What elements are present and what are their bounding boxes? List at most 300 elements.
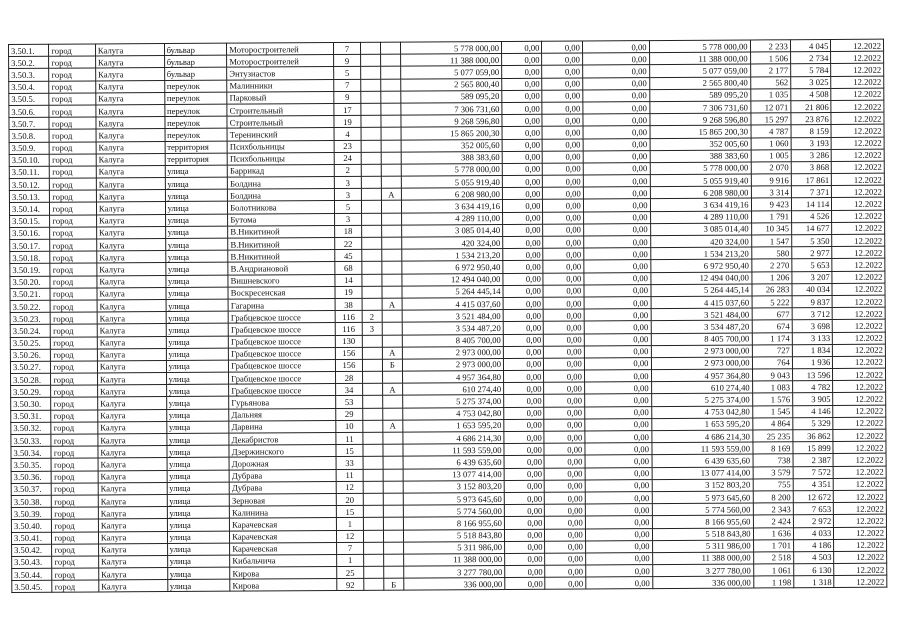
letter-cell bbox=[381, 79, 401, 91]
area-2-cell: 5 784 bbox=[791, 64, 831, 76]
letter-cell bbox=[381, 152, 401, 164]
cost-col-5-cell: 5 778 000,00 bbox=[649, 40, 750, 53]
house-number-cell: 18 bbox=[335, 225, 361, 237]
area-2-cell: 8 159 bbox=[791, 125, 831, 137]
cost-col-3-cell: 0,00 bbox=[544, 455, 584, 467]
building-cell bbox=[363, 518, 383, 530]
area-2-cell: 5 653 bbox=[792, 259, 832, 271]
item-number-cell: 3.50.4. bbox=[9, 81, 49, 93]
letter-cell bbox=[382, 371, 402, 383]
letter-cell bbox=[383, 566, 403, 578]
cost-col-5-cell: 5 077 059,00 bbox=[649, 64, 750, 77]
building-cell bbox=[360, 79, 380, 91]
cost-col-4-cell: 0,00 bbox=[582, 65, 649, 78]
building-cell bbox=[362, 408, 382, 420]
house-number-cell: 28 bbox=[336, 371, 362, 383]
cost-col-2-cell: 0,00 bbox=[502, 175, 542, 187]
settlement-type-cell: город bbox=[50, 202, 97, 214]
completion-date-cell: 12.2022 bbox=[833, 429, 886, 442]
street-name-cell: Болотникова bbox=[228, 201, 335, 214]
cost-col-5-cell: 1 653 595,20 bbox=[651, 418, 752, 431]
street-name-cell: Дорожная bbox=[229, 457, 336, 470]
settlement-type-cell: город bbox=[50, 141, 97, 153]
building-cell bbox=[361, 164, 381, 176]
cost-col-4-cell: 0,00 bbox=[585, 552, 652, 565]
building-cell bbox=[360, 42, 380, 54]
house-number-cell: 34 bbox=[336, 384, 362, 396]
settlement-type-cell: город bbox=[49, 117, 96, 129]
city-cell: Калуга bbox=[98, 519, 167, 532]
item-number-cell: 3.50.34. bbox=[11, 446, 51, 458]
cost-col-2-cell: 0,00 bbox=[503, 309, 543, 321]
completion-date-cell: 12.2022 bbox=[832, 246, 885, 259]
city-cell: Калуга bbox=[97, 275, 166, 288]
street-type-cell: улица bbox=[166, 421, 229, 434]
completion-date-cell: 12.2022 bbox=[832, 210, 885, 223]
cost-col-4-cell: 0,00 bbox=[585, 406, 652, 419]
street-name-cell: Грабцевское шоссе bbox=[229, 335, 336, 348]
street-type-cell: улица bbox=[165, 177, 228, 190]
cost-col-2-cell: 0,00 bbox=[503, 285, 543, 297]
house-number-cell: 7 bbox=[334, 79, 360, 91]
area-2-cell: 15 899 bbox=[793, 442, 833, 454]
item-number-cell: 3.50.27. bbox=[10, 361, 50, 373]
settlement-type-cell: город bbox=[52, 519, 99, 531]
item-number-cell: 3.50.23. bbox=[10, 312, 50, 324]
cost-col-2-cell: 0,00 bbox=[504, 456, 544, 468]
street-type-cell: улица bbox=[167, 543, 230, 556]
total-cost-cell: 2 973 000,00 bbox=[402, 358, 503, 371]
street-name-cell: Грабцевское шоссе bbox=[228, 311, 335, 324]
completion-date-cell: 12.2022 bbox=[833, 393, 886, 406]
cost-col-3-cell: 0,00 bbox=[542, 90, 582, 102]
area-2-cell: 3 133 bbox=[792, 332, 832, 344]
total-cost-cell: 11 388 000,00 bbox=[401, 54, 502, 67]
total-cost-cell: 336 000,00 bbox=[404, 578, 505, 591]
cost-col-5-cell: 610 274,40 bbox=[651, 381, 752, 394]
letter-cell bbox=[381, 140, 401, 152]
cost-col-2-cell: 0,00 bbox=[502, 163, 542, 175]
cost-col-2-cell: 0,00 bbox=[504, 517, 544, 529]
building-cell bbox=[362, 286, 382, 298]
letter-cell bbox=[382, 274, 402, 286]
house-number-cell: 33 bbox=[336, 457, 362, 469]
completion-date-cell: 12.2022 bbox=[832, 185, 885, 198]
total-cost-cell: 2 973 000,00 bbox=[402, 346, 503, 359]
street-type-cell: улица bbox=[165, 275, 228, 288]
completion-date-cell: 12.2022 bbox=[832, 283, 885, 296]
area-1-cell: 1 506 bbox=[750, 52, 790, 64]
settlement-type-cell: город bbox=[52, 544, 99, 556]
cost-col-4-cell: 0,00 bbox=[583, 175, 650, 188]
street-type-cell: улица bbox=[166, 323, 229, 336]
cost-col-2-cell: 0,00 bbox=[503, 224, 543, 236]
street-name-cell: Дубрава bbox=[229, 469, 336, 482]
cost-col-2-cell: 0,00 bbox=[504, 492, 544, 504]
cost-col-3-cell: 0,00 bbox=[544, 431, 584, 443]
building-cell bbox=[361, 115, 381, 127]
cost-col-5-cell: 5 778 000,00 bbox=[650, 162, 751, 175]
total-cost-cell: 6 439 635,60 bbox=[403, 456, 504, 469]
area-2-cell: 4 508 bbox=[791, 88, 831, 100]
house-number-cell: 156 bbox=[336, 347, 362, 359]
settlement-type-cell: город bbox=[50, 166, 97, 178]
cost-col-3-cell: 0,00 bbox=[544, 443, 584, 455]
cost-col-3-cell: 0,00 bbox=[543, 248, 583, 260]
total-cost-cell: 9 268 596,80 bbox=[401, 115, 502, 128]
street-type-cell: улица bbox=[167, 506, 230, 519]
cost-col-3-cell: 0,00 bbox=[542, 53, 582, 65]
cost-col-2-cell: 0,00 bbox=[502, 102, 542, 114]
cost-col-5-cell: 8 405 700,00 bbox=[651, 332, 752, 345]
cost-col-5-cell: 420 324,00 bbox=[650, 235, 751, 248]
city-cell: Калуга bbox=[97, 299, 166, 312]
letter-cell bbox=[383, 456, 403, 468]
area-1-cell: 5 222 bbox=[752, 296, 792, 308]
cost-col-4-cell: 0,00 bbox=[585, 455, 652, 468]
building-cell bbox=[362, 383, 382, 395]
item-number-cell: 3.50.30. bbox=[11, 398, 51, 410]
cost-col-5-cell: 9 268 596,80 bbox=[649, 113, 750, 126]
settlement-type-cell: город bbox=[52, 568, 99, 580]
settlement-type-cell: город bbox=[52, 507, 99, 519]
city-cell: Калуга bbox=[98, 494, 167, 507]
completion-date-cell: 12.2022 bbox=[834, 575, 887, 588]
completion-date-cell: 12.2022 bbox=[832, 271, 885, 284]
cost-col-3-cell: 0,00 bbox=[543, 175, 583, 187]
street-name-cell: Дзержинского bbox=[229, 445, 336, 458]
area-1-cell: 8 169 bbox=[752, 442, 792, 454]
city-cell: Калуга bbox=[97, 360, 166, 373]
city-cell: Калуга bbox=[96, 226, 165, 239]
cost-col-3-cell: 0,00 bbox=[545, 492, 585, 504]
settlement-type-cell: город bbox=[51, 349, 98, 361]
completion-date-cell: 12.2022 bbox=[834, 563, 887, 576]
completion-date-cell: 12.2022 bbox=[834, 478, 887, 491]
settlement-type-cell: город bbox=[50, 178, 97, 190]
cost-col-2-cell: 0,00 bbox=[504, 431, 544, 443]
item-number-cell: 3.50.9. bbox=[9, 142, 49, 154]
area-2-cell: 4 526 bbox=[791, 210, 831, 222]
total-cost-cell: 610 274,40 bbox=[403, 383, 504, 396]
settlement-type-cell: город bbox=[50, 154, 97, 166]
building-cell bbox=[362, 432, 382, 444]
street-type-cell: улица bbox=[167, 555, 230, 568]
cost-col-3-cell: 0,00 bbox=[543, 163, 583, 175]
total-cost-cell: 420 324,00 bbox=[402, 236, 503, 249]
completion-date-cell: 12.2022 bbox=[831, 100, 884, 113]
completion-date-cell: 12.2022 bbox=[831, 64, 884, 77]
area-2-cell: 7 371 bbox=[791, 186, 831, 198]
cost-col-2-cell: 0,00 bbox=[502, 66, 542, 78]
letter-cell bbox=[383, 444, 403, 456]
city-cell: Калуга bbox=[97, 239, 166, 252]
cost-col-5-cell: 3 521 484,00 bbox=[651, 308, 752, 321]
completion-date-cell: 12.2022 bbox=[832, 234, 885, 247]
building-cell bbox=[363, 554, 383, 566]
settlement-type-cell: город bbox=[49, 129, 96, 141]
area-2-cell: 4 782 bbox=[793, 381, 833, 393]
cost-col-3-cell: 0,00 bbox=[543, 297, 583, 309]
total-cost-cell: 7 306 731,60 bbox=[401, 102, 502, 115]
letter-cell bbox=[383, 554, 403, 566]
cost-col-5-cell: 6 972 950,40 bbox=[650, 259, 751, 272]
cost-col-2-cell: 0,00 bbox=[504, 370, 544, 382]
cost-col-2-cell: 0,00 bbox=[502, 187, 542, 199]
area-2-cell: 5 350 bbox=[792, 234, 832, 246]
cost-col-2-cell: 0,00 bbox=[502, 41, 542, 53]
street-name-cell: В.Никитиной bbox=[228, 238, 335, 251]
total-cost-cell: 8 405 700,00 bbox=[402, 334, 503, 347]
total-cost-cell: 5 973 645,60 bbox=[403, 492, 504, 505]
area-1-cell: 764 bbox=[752, 357, 792, 369]
cost-col-4-cell: 0,00 bbox=[585, 443, 652, 456]
house-number-cell: 11 bbox=[336, 432, 362, 444]
area-1-cell: 2 424 bbox=[753, 515, 793, 527]
area-2-cell: 4 351 bbox=[793, 478, 833, 490]
completion-date-cell: 12.2022 bbox=[833, 356, 886, 369]
street-name-cell: Строительный bbox=[227, 103, 334, 116]
cost-col-4-cell: 0,00 bbox=[584, 309, 651, 322]
total-cost-cell: 2 565 800,40 bbox=[401, 78, 502, 91]
item-number-cell: 3.50.43. bbox=[12, 556, 52, 568]
cost-col-3-cell: 0,00 bbox=[545, 528, 585, 540]
letter-cell bbox=[383, 530, 403, 542]
cost-col-5-cell: 6 439 635,60 bbox=[652, 454, 753, 467]
area-1-cell: 9 916 bbox=[751, 174, 791, 186]
item-number-cell: 3.50.19. bbox=[10, 264, 50, 276]
letter-cell bbox=[381, 115, 401, 127]
cost-col-2-cell: 0,00 bbox=[504, 382, 544, 394]
street-name-cell: Кибальчича bbox=[230, 554, 337, 567]
area-1-cell: 10 345 bbox=[751, 223, 791, 235]
building-cell bbox=[361, 274, 381, 286]
city-cell: Калуга bbox=[99, 568, 168, 581]
house-number-cell: 19 bbox=[335, 286, 361, 298]
building-cell bbox=[363, 481, 383, 493]
city-cell: Калуга bbox=[98, 458, 167, 471]
cost-col-4-cell: 0,00 bbox=[582, 53, 649, 66]
letter-cell bbox=[383, 493, 403, 505]
building-cell bbox=[362, 298, 382, 310]
cost-col-2-cell: 0,00 bbox=[503, 297, 543, 309]
street-type-cell: улица bbox=[166, 336, 229, 349]
settlement-type-cell: город bbox=[51, 410, 98, 422]
street-type-cell: улица bbox=[166, 311, 229, 324]
street-type-cell: улица bbox=[165, 189, 228, 202]
cost-col-4-cell: 0,00 bbox=[585, 504, 652, 517]
street-type-cell: улица bbox=[166, 409, 229, 422]
area-1-cell: 1 061 bbox=[753, 564, 793, 576]
cost-col-4-cell: 0,00 bbox=[585, 516, 652, 529]
item-number-cell: 3.50.2. bbox=[9, 56, 49, 68]
cost-col-4-cell: 0,00 bbox=[584, 236, 651, 249]
cost-col-5-cell: 2 973 000,00 bbox=[651, 357, 752, 370]
street-type-cell: улица bbox=[166, 299, 229, 312]
cost-col-3-cell: 0,00 bbox=[545, 565, 585, 577]
city-cell: Калуга bbox=[98, 543, 167, 556]
city-cell: Калуга bbox=[98, 434, 167, 447]
cost-col-3-cell: 0,00 bbox=[542, 65, 582, 77]
street-name-cell: Грабцевское шоссе bbox=[229, 384, 336, 397]
letter-cell: А bbox=[383, 420, 403, 432]
item-number-cell: 3.50.38. bbox=[11, 495, 51, 507]
cost-col-4-cell: 0,00 bbox=[584, 357, 651, 370]
cost-col-4-cell: 0,00 bbox=[585, 492, 652, 505]
street-name-cell: Зерновая bbox=[229, 493, 336, 506]
total-cost-cell: 5 774 560,00 bbox=[403, 505, 504, 518]
item-number-cell: 3.50.7. bbox=[9, 117, 49, 129]
cost-col-4-cell: 0,00 bbox=[583, 199, 650, 212]
cost-col-3-cell: 0,00 bbox=[545, 516, 585, 528]
building-cell bbox=[361, 201, 381, 213]
cost-col-2-cell: 0,00 bbox=[504, 407, 544, 419]
item-number-cell: 3.50.31. bbox=[11, 410, 51, 422]
address-program-table bbox=[8, 39, 887, 594]
total-cost-cell: 5 264 445,14 bbox=[402, 285, 503, 298]
house-number-cell: 2 bbox=[335, 164, 361, 176]
area-2-cell: 2 734 bbox=[791, 52, 831, 64]
cost-col-2-cell: 0,00 bbox=[502, 139, 542, 151]
building-cell: 3 bbox=[362, 323, 382, 335]
city-cell: Калуга bbox=[96, 141, 165, 154]
building-cell bbox=[363, 493, 383, 505]
letter-cell bbox=[380, 42, 400, 54]
area-2-cell: 3 698 bbox=[792, 320, 832, 332]
street-name-cell: Болдина bbox=[228, 189, 335, 202]
cost-col-4-cell: 0,00 bbox=[585, 528, 652, 541]
area-2-cell: 7 572 bbox=[793, 466, 833, 478]
house-number-cell: 53 bbox=[336, 396, 362, 408]
area-2-cell: 4 033 bbox=[793, 527, 833, 539]
building-cell bbox=[361, 262, 381, 274]
street-name-cell: Дарвина bbox=[229, 420, 336, 433]
building-cell bbox=[363, 469, 383, 481]
cost-col-5-cell: 5 311 986,00 bbox=[652, 540, 753, 553]
street-type-cell: улица bbox=[165, 226, 228, 239]
settlement-type-cell: город bbox=[50, 300, 97, 312]
street-name-cell: В.Никитиной bbox=[228, 225, 335, 238]
total-cost-cell: 3 534 487,20 bbox=[402, 322, 503, 335]
cost-col-5-cell: 2 973 000,00 bbox=[651, 345, 752, 358]
street-type-cell: территория bbox=[165, 153, 228, 166]
cost-col-5-cell: 4 415 037,60 bbox=[651, 296, 752, 309]
cost-col-3-cell: 0,00 bbox=[544, 382, 584, 394]
completion-date-cell: 12.2022 bbox=[831, 51, 884, 64]
building-cell bbox=[361, 176, 381, 188]
item-number-cell: 3.50.20. bbox=[10, 276, 50, 288]
city-cell: Калуга bbox=[96, 214, 165, 227]
item-number-cell: 3.50.13. bbox=[9, 190, 49, 202]
settlement-type-cell: город bbox=[51, 397, 98, 409]
house-number-cell: 9 bbox=[334, 91, 360, 103]
cost-col-4-cell: 0,00 bbox=[584, 333, 651, 346]
letter-cell bbox=[383, 481, 403, 493]
building-cell bbox=[363, 578, 383, 590]
building-cell bbox=[360, 54, 380, 66]
cost-col-2-cell: 0,00 bbox=[504, 529, 544, 541]
completion-date-cell: 12.2022 bbox=[831, 88, 884, 101]
letter-cell bbox=[383, 517, 403, 529]
cost-col-5-cell: 13 077 414,00 bbox=[652, 467, 753, 480]
total-cost-cell: 1 653 595,20 bbox=[403, 419, 504, 432]
cost-col-4-cell: 0,00 bbox=[584, 370, 651, 383]
total-cost-cell: 5 778 000,00 bbox=[400, 41, 501, 54]
house-number-cell: 12 bbox=[337, 530, 363, 542]
street-type-cell: переулок bbox=[164, 92, 227, 105]
item-number-cell: 3.50.44. bbox=[12, 568, 52, 580]
area-1-cell: 3 314 bbox=[751, 186, 791, 198]
house-number-cell: 116 bbox=[335, 310, 361, 322]
total-cost-cell: 1 534 213,20 bbox=[402, 249, 503, 262]
cost-col-4-cell: 0,00 bbox=[583, 162, 650, 175]
area-1-cell: 1 060 bbox=[751, 137, 791, 149]
cost-col-2-cell: 0,00 bbox=[502, 151, 542, 163]
letter-cell bbox=[381, 201, 401, 213]
cost-col-4-cell: 0,00 bbox=[583, 138, 650, 151]
completion-date-cell: 12.2022 bbox=[832, 161, 885, 174]
house-number-cell: 156 bbox=[336, 359, 362, 371]
area-1-cell: 1 198 bbox=[753, 576, 793, 588]
settlement-type-cell: город bbox=[51, 361, 98, 373]
street-type-cell: улица bbox=[167, 531, 230, 544]
completion-date-cell: 12.2022 bbox=[834, 527, 887, 540]
city-cell: Калуга bbox=[96, 165, 165, 178]
completion-date-cell: 12.2022 bbox=[833, 344, 886, 357]
item-number-cell: 3.50.14. bbox=[9, 203, 49, 215]
settlement-type-cell: город bbox=[50, 251, 97, 263]
cost-col-3-cell: 0,00 bbox=[544, 321, 584, 333]
house-number-cell: 12 bbox=[336, 481, 362, 493]
street-type-cell: бульвар bbox=[164, 43, 227, 56]
area-2-cell: 40 034 bbox=[792, 283, 832, 295]
street-type-cell: улица bbox=[166, 287, 229, 300]
settlement-type-cell: город bbox=[51, 458, 98, 470]
letter-cell bbox=[383, 505, 403, 517]
item-number-cell: 3.50.36. bbox=[11, 471, 51, 483]
city-cell: Калуга bbox=[97, 336, 166, 349]
area-2-cell: 2 387 bbox=[793, 454, 833, 466]
cost-col-2-cell: 0,00 bbox=[503, 273, 543, 285]
house-number-cell: 116 bbox=[336, 323, 362, 335]
cost-col-4-cell: 0,00 bbox=[583, 211, 650, 224]
cost-col-3-cell: 0,00 bbox=[544, 370, 584, 382]
completion-date-cell: 12.2022 bbox=[833, 319, 886, 332]
cost-col-2-cell: 0,00 bbox=[503, 334, 543, 346]
city-cell: Калуга bbox=[97, 287, 166, 300]
cost-col-5-cell: 5 055 919,40 bbox=[650, 174, 751, 187]
city-cell: Калуга bbox=[96, 153, 165, 166]
cost-col-2-cell: 0,00 bbox=[502, 114, 542, 126]
house-number-cell: 20 bbox=[337, 493, 363, 505]
letter-cell bbox=[382, 310, 402, 322]
letter-cell bbox=[383, 542, 403, 554]
cost-col-5-cell: 2 565 800,40 bbox=[649, 77, 750, 90]
area-2-cell: 3 712 bbox=[792, 308, 832, 320]
item-number-cell: 3.50.39. bbox=[11, 507, 51, 519]
area-1-cell: 1 701 bbox=[753, 539, 793, 551]
letter-cell bbox=[383, 408, 403, 420]
area-1-cell: 1 083 bbox=[752, 381, 792, 393]
item-number-cell: 3.50.25. bbox=[10, 337, 50, 349]
completion-date-cell: 12.2022 bbox=[832, 295, 885, 308]
completion-date-cell: 12.2022 bbox=[832, 307, 885, 320]
street-name-cell: Вишневского bbox=[228, 274, 335, 287]
area-2-cell: 4 146 bbox=[793, 405, 833, 417]
building-cell bbox=[363, 505, 383, 517]
city-cell: Калуга bbox=[97, 251, 166, 264]
area-1-cell: 562 bbox=[750, 76, 790, 88]
